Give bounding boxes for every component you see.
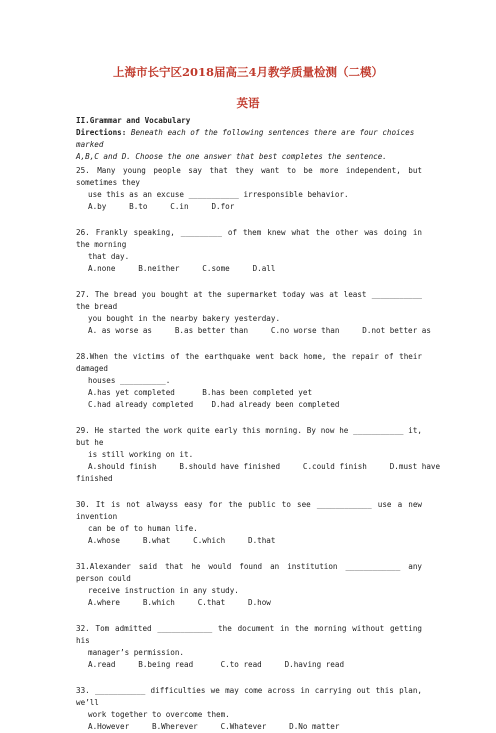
answer-options: A. as worse as B.as better than C.no worse than D.not better as	[88, 326, 431, 335]
question-stem: 26. Frankly speaking, _________ of them knew what the other was doing in the morning	[76, 228, 422, 249]
answer-options-wrap: finished	[76, 474, 113, 483]
question-stem: 30. It is not alwayss easy for the public to see ____________ use a new invention	[76, 500, 422, 521]
question-stem: 31.Alexander said that he would found an institution ____________ any person could	[76, 562, 422, 583]
document-body	[76, 115, 441, 733]
question-stem: 28.When the victims of the earthquake went back home, the repair of their damaged	[76, 352, 422, 373]
answer-options: A.read B.being read C.to read D.having read	[88, 660, 345, 669]
question-stem-cont: receive instruction in any study.	[88, 586, 239, 595]
question-stem: 33. ___________ difficulties we may come across in carrying out this plan, we’ll	[76, 686, 422, 707]
question-stem: 27. The bread you bought at the supermarket today was at least ___________ the bread	[76, 290, 422, 311]
question-stem-cont: houses __________.	[88, 376, 171, 385]
question-stem-cont: that day.	[88, 252, 130, 261]
question-33	[76, 685, 422, 733]
question-stem-cont: can be of to human life.	[88, 524, 198, 533]
directions-text: Beneath each of the following sentences there are four choices marked	[76, 128, 415, 149]
answer-options: A.However B.Wherever C.Whatever D.No matter	[88, 722, 340, 731]
section-heading: II.Grammar and Vocabulary	[76, 116, 191, 125]
answer-options: A.should finish B.should have finished C.could finish D.must have	[88, 462, 441, 471]
answer-options: A.whose B.what C.which D.that	[88, 536, 276, 545]
question-stem-cont: is still working on it.	[88, 450, 194, 459]
question-30	[76, 499, 422, 547]
question-stem: 25. Many young people say that they want to be more independent, but sometimes they	[76, 166, 422, 187]
document-title: 上海市长宁区2018届高三4月教学质量检测（二模）	[112, 65, 383, 79]
answer-options: A.has yet completed B.has been completed yet	[88, 388, 313, 397]
answer-options: A.where B.which C.that D.how	[88, 598, 271, 607]
directions-continued: A,B,C and D. Choose the one answer that best completes the sentence.	[76, 152, 387, 161]
question-25	[76, 165, 422, 213]
question-stem: 29. He started the work quite early this morning. By now he ___________ it, but he	[76, 426, 422, 447]
question-stem-cont: work together to overcome them.	[88, 710, 230, 719]
question-stem-cont: you bought in the nearby bakery yesterday.	[88, 314, 281, 323]
question-26	[76, 227, 422, 275]
directions	[76, 127, 422, 151]
answer-options: C.had already completed D.had already been completed	[88, 400, 340, 409]
question-stem-cont: use this as an excuse ___________ irresponsible behavior.	[88, 190, 349, 199]
question-stem: 32. Tom admitted ____________ the document in the morning without getting his	[76, 624, 422, 645]
question-32	[76, 623, 422, 671]
question-stem-cont: manager’s permission.	[88, 648, 185, 657]
question-28	[76, 351, 422, 411]
question-29	[76, 425, 441, 485]
directions-label: Directions:	[76, 128, 127, 137]
question-27	[76, 289, 431, 337]
answer-options: A.none B.neither C.some D.all	[88, 264, 276, 273]
answer-options: A.by B.to C.in D.for	[88, 202, 235, 211]
question-31	[76, 561, 422, 609]
subject-heading: 英语	[236, 96, 260, 110]
